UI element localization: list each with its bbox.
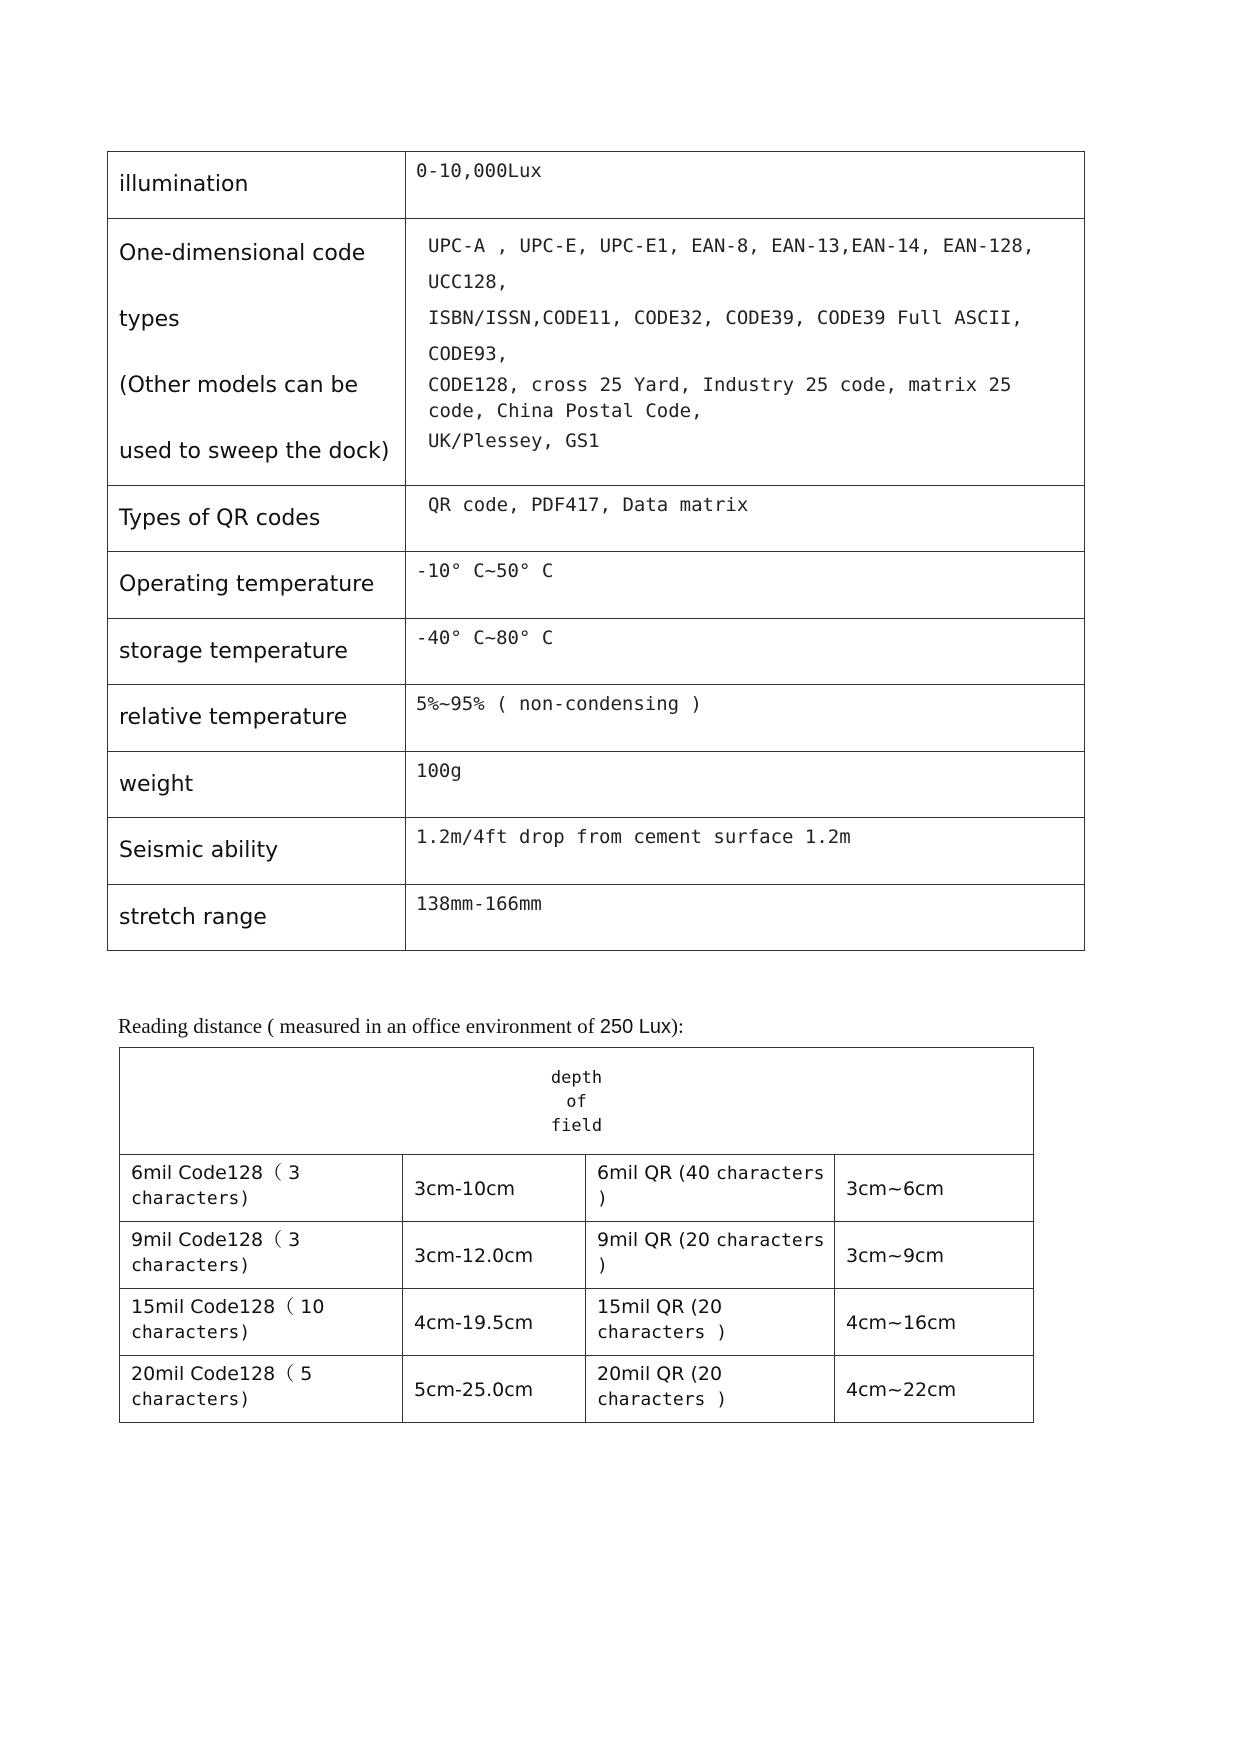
spec-row-relative-temp [108,685,1085,752]
label-line: storage temperature [119,639,348,664]
spec-label [108,685,406,752]
header-line: field [550,1116,603,1136]
cell-line: 20mil Code128（ 5 [131,1363,313,1385]
spec-label [108,552,406,619]
cell-line: characters) [131,1389,251,1410]
value-line: QR code, PDF417, Data matrix [428,494,749,516]
label-line: illumination [119,172,249,197]
spec-label [108,619,406,685]
spec-value [406,152,1085,219]
spec-row-storage-temp [108,619,1085,685]
cell-line: characters ) [597,1230,825,1276]
barcode-spec [120,1356,403,1423]
spec-row-seismic [108,818,1085,885]
qr-range: 4cm~16cm [835,1289,1034,1356]
cell-line: 15mil QR (20 [597,1296,723,1318]
label-line: stretch range [119,905,267,930]
value-line: 0-10,000Lux [416,160,542,182]
reading-distance-title [118,1014,684,1039]
cell-line: 9mil QR (20 [597,1229,717,1251]
spec-label [108,219,406,486]
value-line: -10° C~50° C [416,560,554,582]
value-line: UK/Plessey, GS1 [428,430,600,452]
qr-spec [586,1155,835,1222]
qr-spec [586,1289,835,1356]
spec-value [406,818,1085,885]
spec-value [406,552,1085,619]
cell-line: 20mil QR (20 [597,1363,723,1385]
spec-table [107,151,1085,951]
label-line: One-dimensional code [119,241,366,266]
label-line: weight [119,772,194,797]
cell-line: characters ) [597,1322,728,1343]
label-line: used to sweep the dock) [119,439,390,464]
spec-label [108,885,406,951]
barcode-range: 3cm-12.0cm [403,1222,586,1289]
value-line: UPC-A , UPC-E, UPC-E1, EAN-8, EAN-13,EAN-14, EAN-128, UCC128, [428,235,1035,293]
qr-range: 3cm~6cm [835,1155,1034,1222]
table-row [120,1356,1034,1423]
cell-line: 9mil Code128（ 3 [131,1229,301,1251]
barcode-range: 4cm-19.5cm [403,1289,586,1356]
label-line: Seismic ability [119,838,279,863]
spec-value [406,685,1085,752]
barcode-range: 3cm-10cm [403,1155,586,1222]
spec-value [406,219,1085,486]
cell-line: characters ) [597,1163,825,1209]
spec-label [108,818,406,885]
spec-value [406,486,1085,552]
spec-row-weight [108,752,1085,818]
spec-value [406,885,1085,951]
title-text: Reading distance ( measured in an office environment of [118,1014,595,1038]
cell-line: 6mil QR (40 [597,1162,717,1184]
label-line: Operating temperature [119,572,375,597]
cell-line: 6mil Code128（ 3 [131,1162,301,1184]
barcode-spec [120,1222,403,1289]
value-line: 138mm-166mm [416,893,542,915]
spec-value [406,619,1085,685]
depth-of-field-header-row [120,1048,1034,1155]
barcode-spec [120,1289,403,1356]
spec-row-illumination [108,152,1085,219]
barcode-range: 5cm-25.0cm [403,1356,586,1423]
cell-line: characters) [131,1255,251,1276]
label-line: (Other models can be [119,373,359,398]
qr-range: 4cm~22cm [835,1356,1034,1423]
table-row [120,1222,1034,1289]
value-line: ISBN/ISSN,CODE11, CODE32, CODE39, CODE39 Full ASCII, CODE93, [428,307,1023,365]
cell-line: characters ) [597,1389,728,1410]
spec-label [108,752,406,818]
label-line: relative temperature [119,705,348,730]
spec-row-1d-codes [108,219,1085,486]
cell-line: 15mil Code128（ 10 [131,1296,325,1318]
cell-line: characters) [131,1188,251,1209]
spec-value [406,752,1085,818]
table-row [120,1155,1034,1222]
value-line: CODE128, cross 25 Yard, Industry 25 code, matrix 25 code, China Postal Code, [428,374,1012,422]
label-line: types [119,307,180,332]
cell-line: characters) [131,1322,251,1343]
value-line: 1.2m/4ft drop from cement surface 1.2m [416,826,851,848]
label-line: Types of QR codes [119,506,321,531]
barcode-spec [120,1155,403,1222]
spec-row-operating-temp [108,552,1085,619]
value-line: -40° C~80° C [416,627,554,649]
header-line: of [566,1092,587,1112]
spec-label [108,486,406,552]
qr-spec [586,1222,835,1289]
title-lux: 250 Lux [599,1016,672,1038]
spec-row-qr-types [108,486,1085,552]
reading-distance-table [119,1047,1034,1423]
qr-spec [586,1356,835,1423]
spec-label [108,152,406,219]
value-line: 5%~95% ( non-condensing ) [416,693,702,715]
value-line: 100g [416,760,462,782]
title-end: ): [671,1014,684,1038]
spec-row-stretch [108,885,1085,951]
header-line: depth [550,1068,603,1088]
qr-range: 3cm~9cm [835,1222,1034,1289]
table-row [120,1289,1034,1356]
depth-of-field-header [120,1048,1034,1155]
